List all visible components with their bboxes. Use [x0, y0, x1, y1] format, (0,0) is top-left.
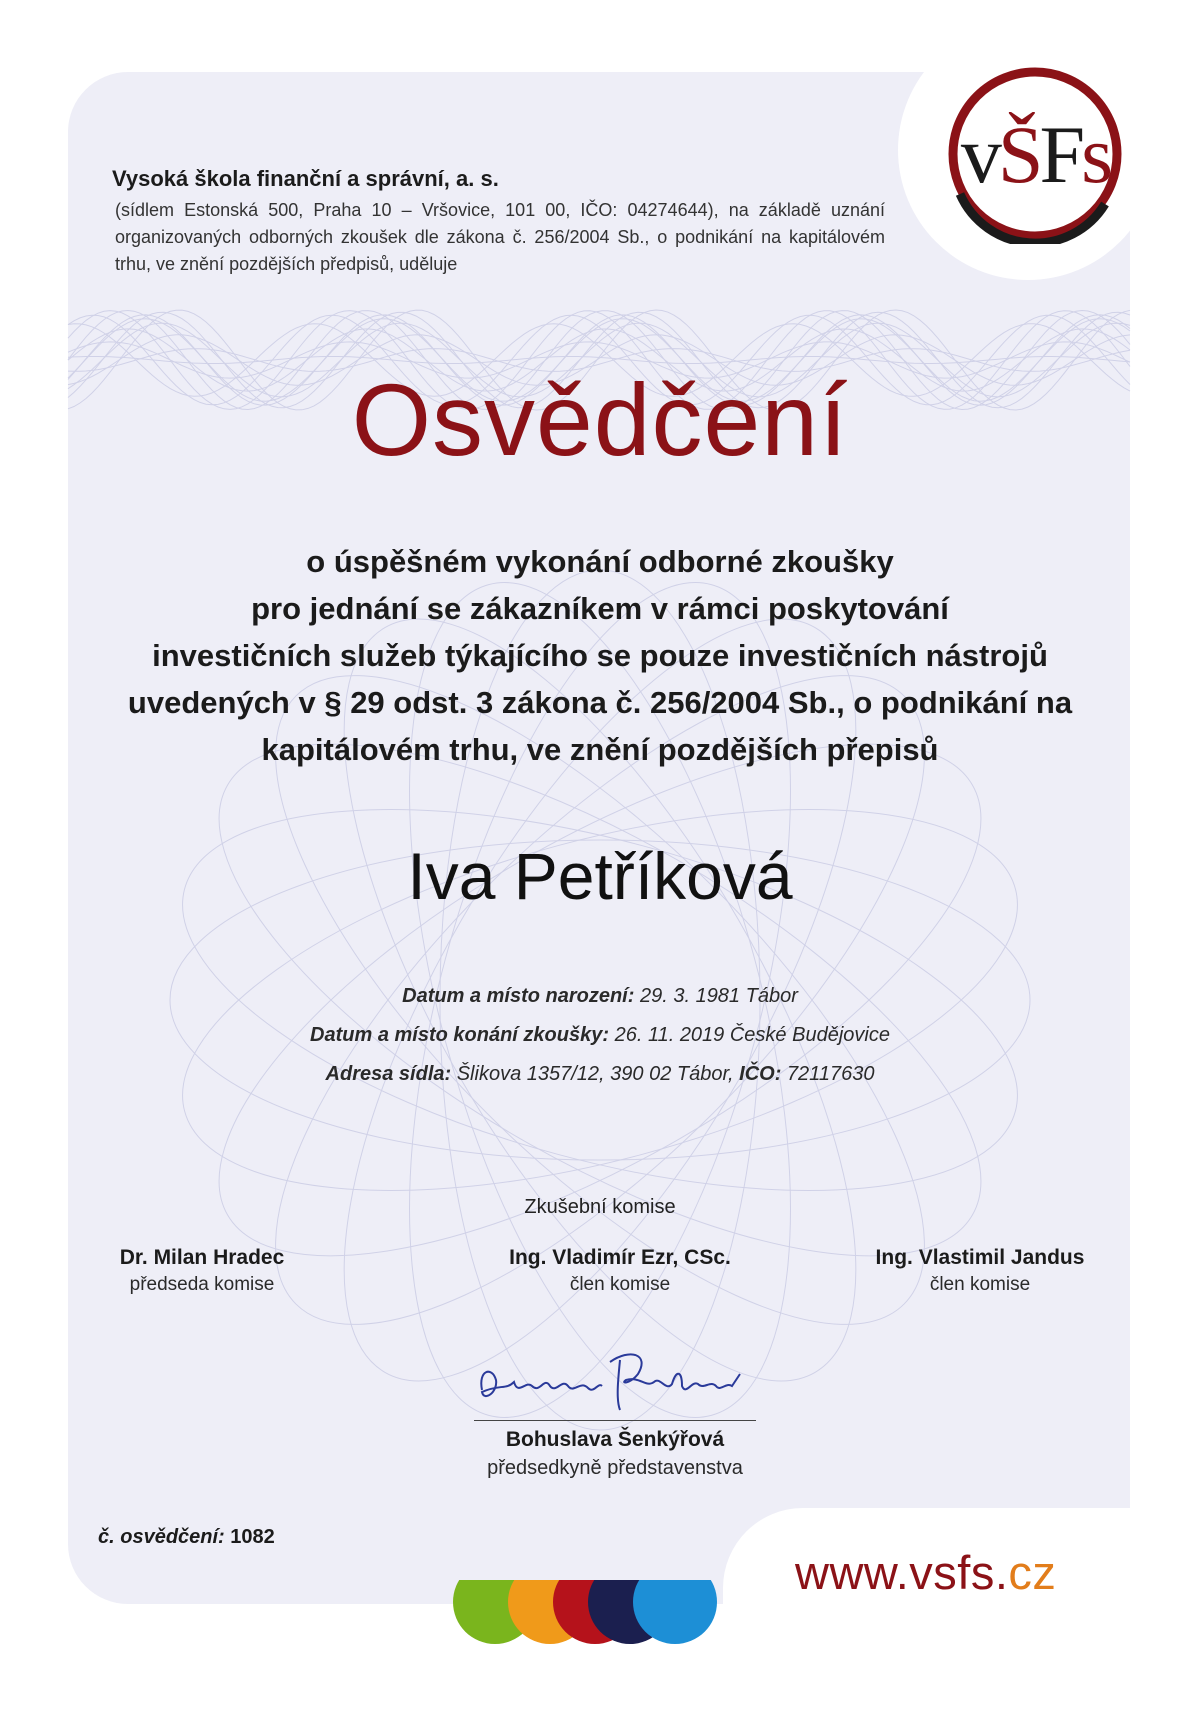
birth-label: Datum a místo narození: — [402, 985, 635, 1007]
birth-value: 29. 3. 1981 Tábor — [639, 985, 798, 1007]
subtitle-line: uvedených v § 29 odst. 3 zákona č. 256/2004 Sb., o podnikání na — [127, 685, 1073, 720]
address-detail — [0, 1063, 1200, 1086]
website-url — [795, 1545, 1056, 1600]
issuer-description: (sídlem Estonská 500, Praha 10 – Vršovice, 101 00, IČO: 04274644), na základě uznání organizovaných odborných zkoušek dle zákona č. 256/2004 Sb., o podnikání na kapitálovém trhu, ve znění pozdějších předpisů, uděluje — [115, 200, 885, 274]
birth-detail — [0, 985, 1200, 1008]
exam-detail — [0, 1024, 1200, 1047]
subtitle-line: investičních služeb týkajícího se pouze investičních nástrojů — [152, 638, 1048, 673]
ico-value: 72117630 — [786, 1063, 875, 1085]
subtitle-line: o úspěšném vykonání odborné zkoušky — [306, 544, 894, 579]
url-main: www.vsfs. — [795, 1546, 1009, 1599]
holder-name: Iva Petříková — [407, 839, 793, 913]
chair-role: předsedkyně představenstva — [487, 1457, 743, 1479]
member-name: Ing. Vladimír Ezr, CSc. — [509, 1246, 731, 1269]
certificate-number-label: č. osvědčení: — [98, 1526, 225, 1548]
chair-block — [420, 1428, 810, 1480]
member-name: Dr. Milan Hradec — [119, 1246, 285, 1269]
signature-line — [474, 1420, 756, 1421]
subtitle-line: kapitálovém trhu, ve znění pozdějších přepisů — [261, 732, 939, 767]
handwritten-signature — [470, 1340, 760, 1420]
member-role: předseda komise — [129, 1274, 275, 1295]
vsfs-logo — [930, 64, 1140, 244]
commission-member — [440, 1246, 800, 1296]
certificate-number — [98, 1526, 275, 1549]
address-value: Šlikova 1357/12, 390 02 Tábor, — [456, 1063, 734, 1085]
subtitle-line: pro jednání se zákazníkem v rámci poskytování — [251, 591, 949, 626]
certificate-subtitle — [60, 538, 1140, 773]
svg-text:vŠFs: vŠFs — [960, 109, 1110, 200]
brand-dots — [450, 1580, 720, 1670]
commission-member — [22, 1246, 382, 1296]
certificate-number-value: 1082 — [230, 1526, 275, 1548]
commission-member — [800, 1246, 1160, 1296]
exam-value: 26. 11. 2019 České Budějovice — [614, 1024, 890, 1046]
exam-label: Datum a místo konání zkoušky: — [310, 1024, 610, 1046]
member-name: Ing. Vlastimil Jandus — [875, 1246, 1085, 1269]
url-tld: cz — [1008, 1546, 1057, 1599]
issuer-name: Vysoká škola finanční a správní, a. s. — [112, 166, 499, 191]
member-role: člen komise — [929, 1274, 1031, 1295]
member-role: člen komise — [569, 1274, 671, 1295]
ico-label: IČO: — [739, 1063, 782, 1085]
chair-name: Bohuslava Šenkýřová — [505, 1428, 725, 1451]
certificate-title: Osvědčení — [351, 363, 849, 477]
address-label: Adresa sídla: — [325, 1063, 452, 1085]
commission-label: Zkušební komise — [524, 1196, 676, 1218]
